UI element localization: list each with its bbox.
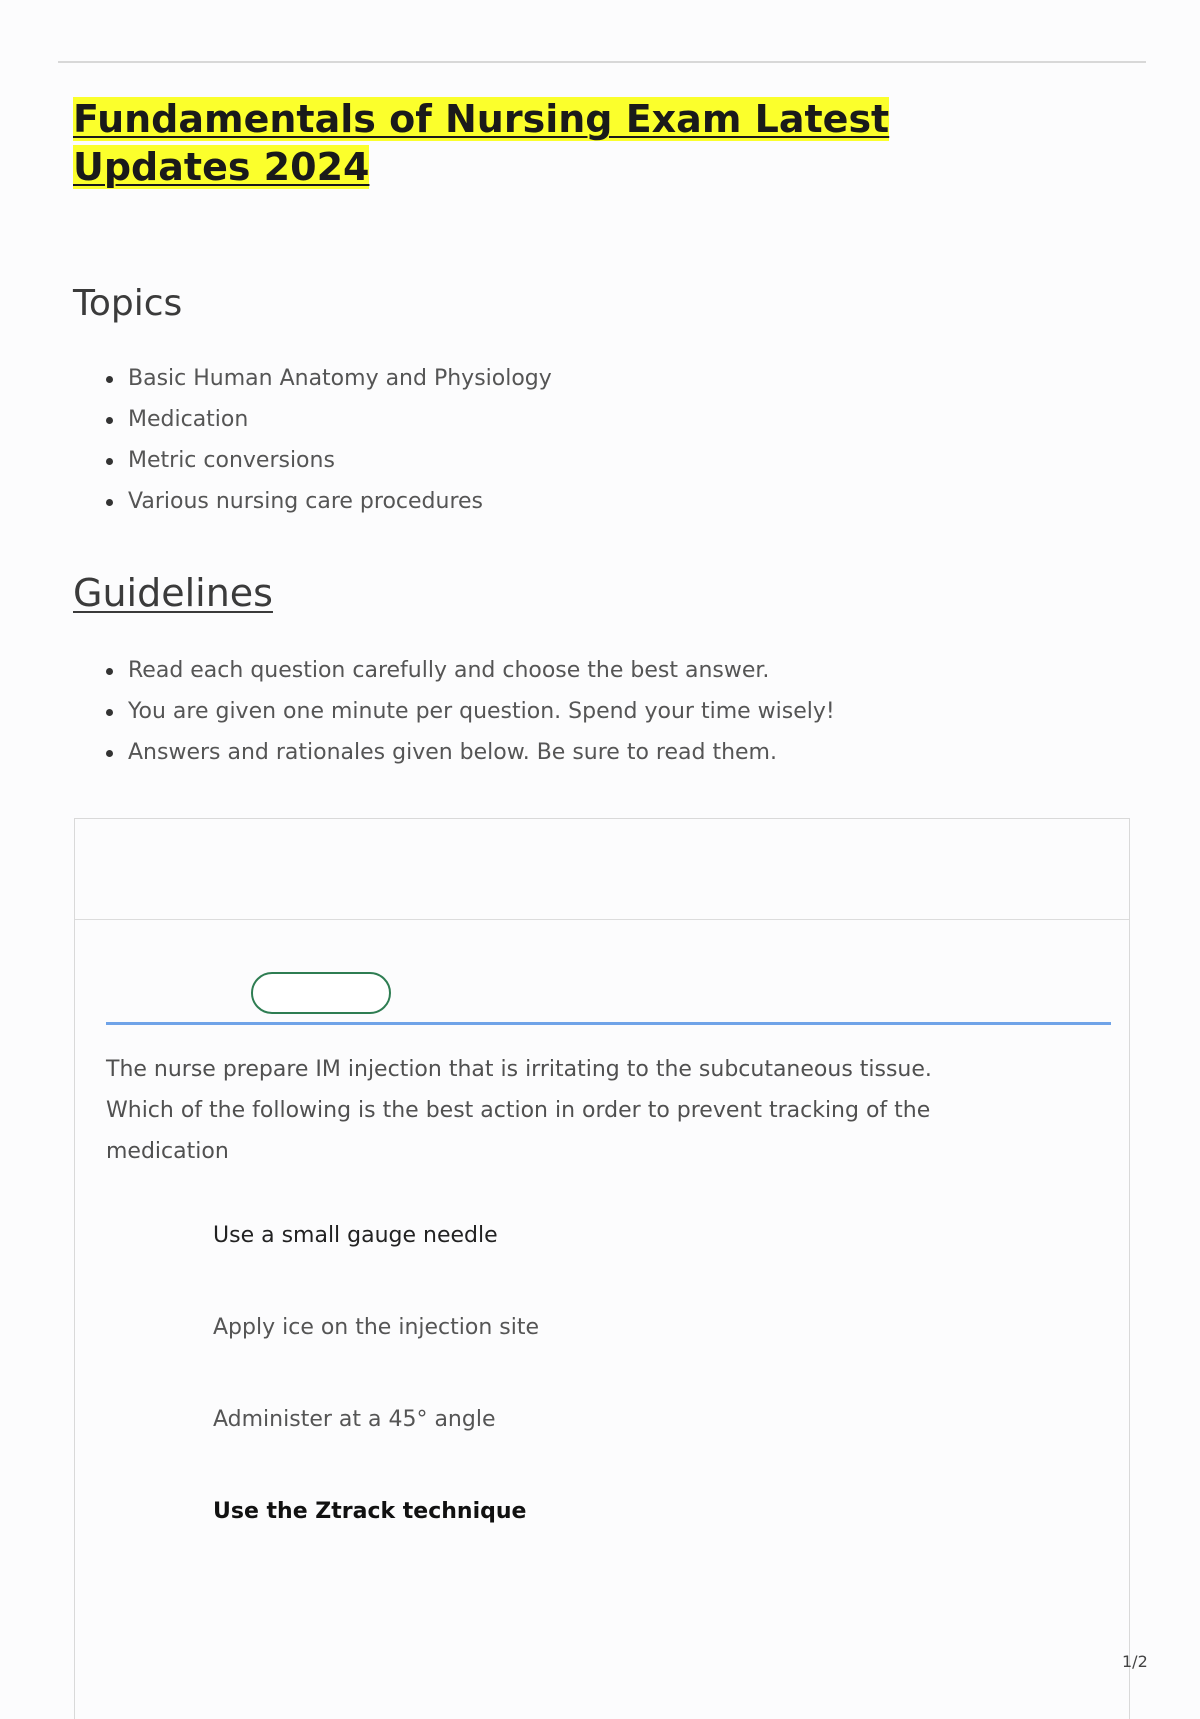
list-item: Basic Human Anatomy and Physiology xyxy=(100,358,552,399)
answer-option-a[interactable]: Use a small gauge needle xyxy=(213,1223,498,1248)
list-item: Metric conversions xyxy=(100,440,552,481)
question-text: The nurse prepare IM injection that is irritating to the subcutaneous tissue. Which of the following is the best action in order to prevent tracking of the medication xyxy=(106,1057,932,1164)
title-highlight: Fundamentals of Nursing Exam Latest Updates 2024 xyxy=(73,97,890,189)
answer-option-b[interactable]: Apply ice on the injection site xyxy=(213,1315,540,1340)
guidelines-list xyxy=(100,650,835,773)
question-divider xyxy=(106,1022,1111,1025)
document-title xyxy=(73,95,973,191)
topics-list xyxy=(100,358,552,522)
top-divider xyxy=(58,61,1146,63)
topics-heading: Topics xyxy=(73,283,183,324)
page-number: 1/2 xyxy=(1122,1652,1148,1671)
list-item: Read each question carefully and choose the best answer. xyxy=(100,650,835,691)
answer-option-d-correct[interactable]: Use the Ztrack technique xyxy=(213,1499,527,1524)
list-item: Various nursing care procedures xyxy=(100,481,552,522)
question-card xyxy=(74,818,1130,1719)
question-card-header xyxy=(75,819,1129,920)
list-item: You are given one minute per question. Spend your time wisely! xyxy=(100,691,835,732)
answer-option-c[interactable]: Administer at a 45° angle xyxy=(213,1407,496,1432)
list-item: Medication xyxy=(100,399,552,440)
list-item: Answers and rationales given below. Be sure to read them. xyxy=(100,732,835,773)
guidelines-heading: Guidelines xyxy=(73,571,273,615)
question-badge xyxy=(251,972,391,1014)
